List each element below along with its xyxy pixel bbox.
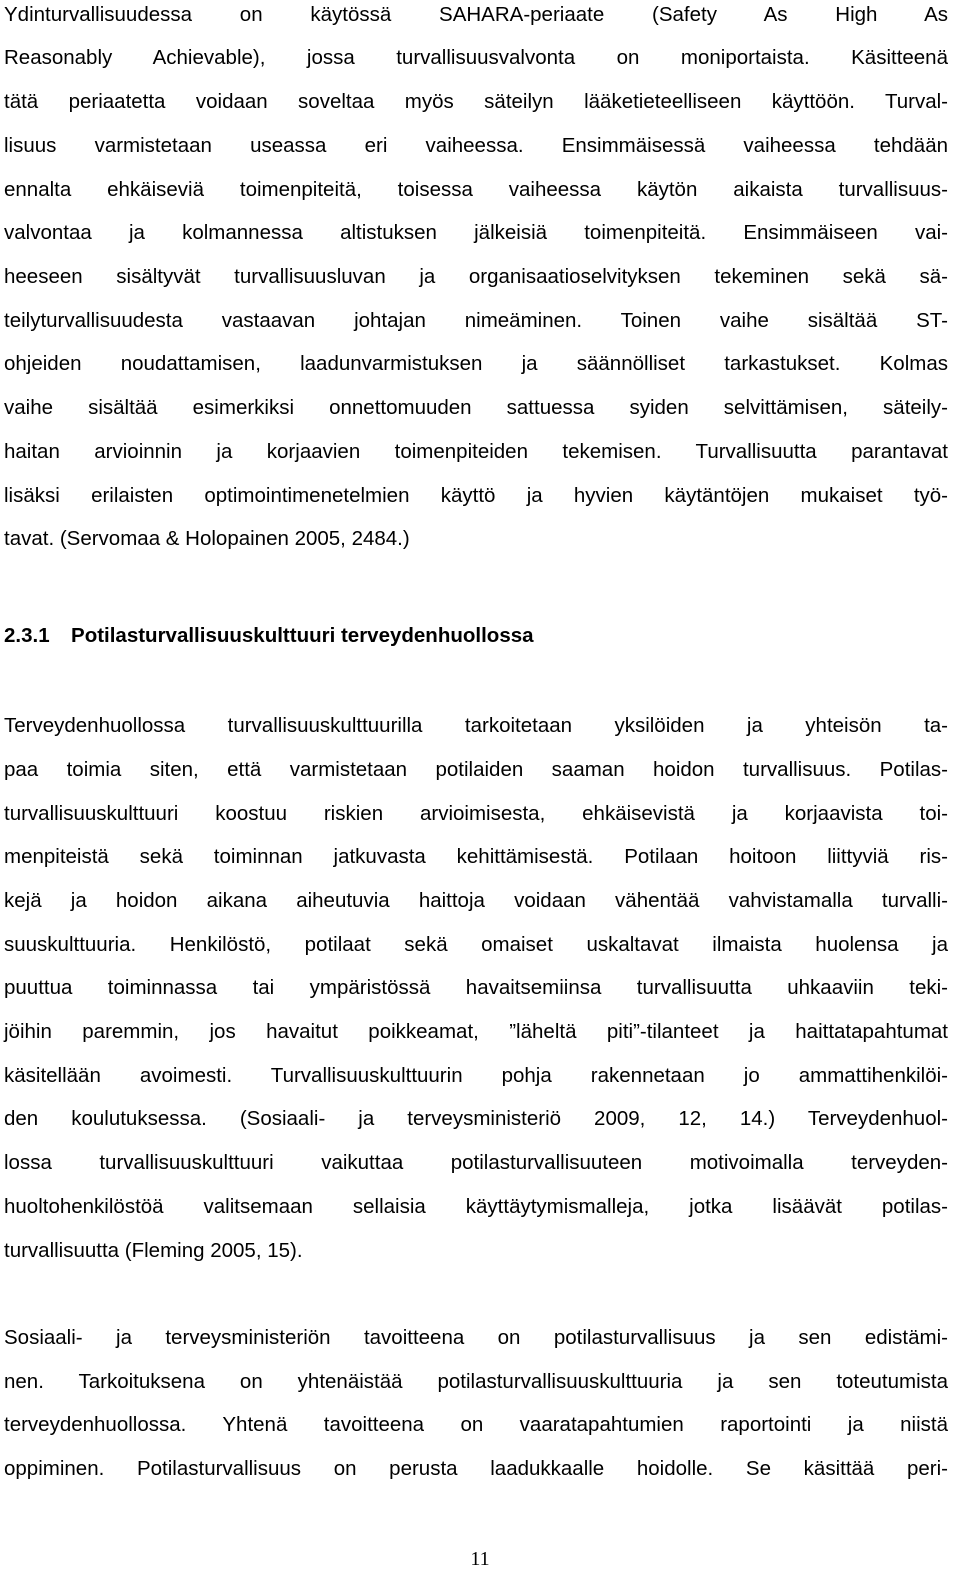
paragraph-line: terveydenhuollossa. Yhtenä tavoitteena on vaaratapahtumien raportointi ja niistä <box>4 1413 948 1436</box>
paragraph-line: turvallisuuskulttuuri koostuu riskien arvioimisesta, ehkäisevistä ja korjaavista toi- <box>4 802 948 825</box>
paragraph-line: paa toimia siten, että varmistetaan potilaiden saaman hoidon turvallisuus. Potilas- <box>4 758 948 781</box>
paragraph-line: Reasonably Achievable), jossa turvallisuusvalvonta on moniportaista. Käsitteenä <box>4 46 948 69</box>
paragraph-line: lossa turvallisuuskulttuuri vaikuttaa potilasturvallisuuteen motivoimalla terveyden- <box>4 1151 948 1174</box>
section-number: 2.3.1 <box>4 624 50 647</box>
paragraph-line: valvontaa ja kolmannessa altistuksen jälkeisiä toimenpiteitä. Ensimmäiseen vai- <box>4 221 948 244</box>
paragraph-line: käsitellään avoimesti. Turvallisuuskulttuurin pohja rakennetaan jo ammattihenkilöi- <box>4 1064 948 1087</box>
paragraph-line: kejä ja hoidon aikana aiheutuvia haittoja voidaan vähentää vahvistamalla turvalli- <box>4 889 948 912</box>
paragraph-line: suuskulttuuria. Henkilöstö, potilaat sekä omaiset uskaltavat ilmaista huolensa ja <box>4 933 948 956</box>
paragraph-line: Ydinturvallisuudessa on käytössä SAHARA-periaate (Safety As High As <box>4 3 948 26</box>
paragraph-line: haitan arvioinnin ja korjaavien toimenpiteiden tekemisen. Turvallisuutta parantavat <box>4 440 948 463</box>
paragraph-line: vaihe sisältää esimerkiksi onnettomuuden sattuessa syiden selvittämisen, säteily- <box>4 396 948 419</box>
section-heading <box>4 621 948 651</box>
paragraph-line: puuttua toiminnassa tai ympäristössä havaitsemiinsa turvallisuutta uhkaaviin teki- <box>4 976 948 999</box>
paragraph-line: Sosiaali- ja terveysministeriön tavoitteena on potilasturvallisuus ja sen edistämi- <box>4 1326 948 1349</box>
paragraph-line: huoltohenkilöstöä valitsemaan sellaisia käyttäytymismalleja, jotka lisäävät potilas- <box>4 1195 948 1218</box>
paragraph-line: lisuus varmistetaan useassa eri vaiheessa. Ensimmäisessä vaiheessa tehdään <box>4 134 948 157</box>
paragraph-line: lisäksi erilaisten optimointimenetelmien käyttö ja hyvien käytäntöjen mukaiset työ- <box>4 484 948 507</box>
paragraph-line: heeseen sisältyvät turvallisuusluvan ja organisaatioselvityksen tekeminen sekä sä- <box>4 265 948 288</box>
paragraph-line: ohjeiden noudattamisen, laadunvarmistuksen ja säännölliset tarkastukset. Kolmas <box>4 352 948 375</box>
paragraph-line: teilyturvallisuudesta vastaavan johtajan nimeäminen. Toinen vaihe sisältää ST- <box>4 309 948 332</box>
section-title: Potilasturvallisuuskulttuuri terveydenhuollossa <box>71 624 534 647</box>
paragraph-line: tavat. (Servomaa & Holopainen 2005, 2484.) <box>4 527 410 550</box>
paragraph-line: ennalta ehkäiseviä toimenpiteitä, toisessa vaiheessa käytön aikaista turvallisuus- <box>4 178 948 201</box>
paragraph-line: jöihin paremmin, jos havaitut poikkeamat, ”läheltä piti”-tilanteet ja haittatapahtumat <box>4 1020 948 1043</box>
paragraph-line: menpiteistä sekä toiminnan jatkuvasta kehittämisestä. Potilaan hoitoon liittyviä ris- <box>4 845 948 868</box>
paragraph-line: Terveydenhuollossa turvallisuuskulttuurilla tarkoitetaan yksilöiden ja yhteisön ta- <box>4 714 948 737</box>
paragraph-line: den koulutuksessa. (Sosiaali- ja terveysministeriö 2009, 12, 14.) Terveydenhuol- <box>4 1107 948 1130</box>
paragraph-line: oppiminen. Potilasturvallisuus on perusta laadukkaalle hoidolle. Se käsittää peri- <box>4 1457 948 1480</box>
paragraph-line: nen. Tarkoituksena on yhtenäistää potilasturvallisuuskulttuuria ja sen toteutumista <box>4 1370 948 1393</box>
paragraph-line: tätä periaatetta voidaan soveltaa myös säteilyn lääketieteelliseen käyttöön. Turval- <box>4 90 948 113</box>
paragraph-line: turvallisuutta (Fleming 2005, 15). <box>4 1239 303 1262</box>
page-number: 11 <box>470 1548 490 1570</box>
